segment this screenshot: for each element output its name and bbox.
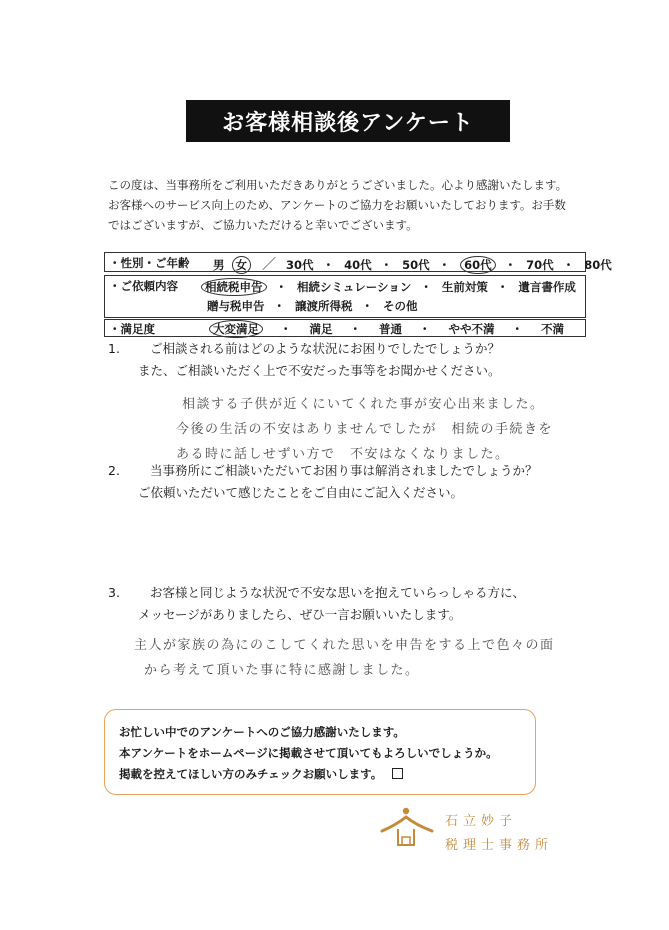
answer-line: 主人が家族の為にのこしてくれた思いを申告をする上で色々の面: [134, 638, 555, 653]
office-name: [445, 810, 553, 858]
satisfaction-option-very-satisfied[interactable]: 大変満足: [209, 320, 263, 338]
notice-line: 本アンケートをホームページに掲載させて頂いてもよろしいでしょうか。: [119, 746, 498, 760]
answer-line: ある時に話しせずい方で 不安はなくなりました。: [176, 447, 510, 462]
question-1-number: 1.: [108, 341, 120, 356]
question-2-text: [138, 460, 538, 504]
satisfaction-option-neutral[interactable]: 普通: [379, 322, 403, 336]
office-name-line2: 税理士事務所: [445, 838, 554, 853]
answer-line: 相談する子供が近くにいてくれた事が安心出来ました。: [182, 397, 545, 412]
gender-age-label: ・性別・ご年齢: [109, 256, 190, 270]
satisfaction-option-dissatisfied[interactable]: 不満: [541, 322, 565, 336]
age-option-30s[interactable]: 30代: [286, 258, 314, 272]
publication-notice-box: [104, 709, 536, 795]
intro-line: お客様へのサービス向上のため、アンケートのご協力をお願いいたしております。お手数: [108, 198, 566, 212]
question-line: 当事務所にご相談いただいてお困り事は解消されましたでしょうか？: [150, 463, 538, 478]
request-option-transfer-income-tax[interactable]: 譲渡所得税: [295, 299, 353, 313]
satisfaction-option-somewhat-dissatisfied[interactable]: やや不満: [448, 322, 495, 336]
satisfaction-row: [104, 319, 586, 337]
question-line: メッセージがありましたら、ぜひ一言お願いいたします。: [138, 607, 462, 622]
question-3-number: 3.: [108, 585, 120, 600]
office-logo-icon: [378, 805, 438, 855]
question-line: お客様と同じような状況で不安な思いを抱えていらっしゃる方に、: [150, 585, 526, 600]
gender-option-female[interactable]: 女: [232, 256, 252, 274]
request-option-estate-planning[interactable]: 生前対策: [441, 280, 488, 294]
page-title: お客様相談後アンケート: [186, 100, 510, 142]
question-3-text: [138, 582, 526, 626]
question-1-answer[interactable]: [176, 392, 554, 467]
intro-line: この度は、当事務所をご利用いただきありがとうございました。心より感謝いたします。: [108, 178, 568, 192]
age-option-50s[interactable]: 50代: [402, 258, 430, 272]
question-line: また、ご相談いただく上で不安だった事等をお聞かせください。: [138, 363, 501, 378]
question-1-text: [138, 338, 501, 382]
intro-text: [108, 175, 608, 235]
satisfaction-options: 大変満足 ・ 満足 ・ 普通 ・ やや不満 ・ 不満: [209, 320, 567, 338]
request-option-other[interactable]: その他: [383, 299, 418, 313]
opt-out-checkbox[interactable]: [392, 768, 403, 779]
age-option-70s[interactable]: 70代: [526, 258, 554, 272]
gender-option-male[interactable]: 男: [213, 258, 225, 272]
age-option-40s[interactable]: 40代: [344, 258, 372, 272]
request-options-line1: 相続税申告 ・ 相続シミュレーション ・ 生前対策 ・ 遺言書作成: [201, 278, 579, 296]
satisfaction-option-satisfied[interactable]: 満足: [309, 322, 333, 336]
age-option-80s[interactable]: 80代: [584, 258, 612, 272]
question-2-number: 2.: [108, 463, 120, 478]
notice-line: お忙しい中でのアンケートへのご協力感謝いたします。: [119, 725, 405, 739]
request-options-line2: 贈与税申告 ・ 譲渡所得税 ・ その他: [207, 299, 418, 313]
request-label: ・ご依頼内容: [109, 279, 178, 293]
request-row: [104, 275, 586, 318]
age-option-60s[interactable]: 60代: [460, 256, 496, 274]
question-2-answer-area[interactable]: [140, 510, 580, 580]
question-line: ご依頼いただいて感じたことをご自由にご記入ください。: [138, 485, 464, 500]
gender-age-options: 男 女 ／ 30代 ・ 40代 ・ 50代 ・ 60代 ・ 70代 ・ 80代: [213, 254, 615, 274]
request-option-inheritance-simulation[interactable]: 相続シミュレーション: [297, 280, 412, 294]
answer-line: 今後の生活の不安はありませんでしたが 相続の手続きを: [176, 422, 554, 437]
question-3-answer[interactable]: [134, 633, 555, 683]
request-option-will-drafting[interactable]: 遺言書作成: [518, 280, 576, 294]
answer-line: から考えて頂いた事に特に感謝しました。: [144, 663, 420, 678]
request-option-inheritance-tax[interactable]: 相続税申告: [201, 278, 267, 296]
notice-line: 掲載を控えてほしい方のみチェックお願いします。: [119, 767, 383, 781]
intro-line: ではございますが、ご協力いただけると幸いでございます。: [108, 218, 418, 232]
gender-age-row: [104, 252, 612, 273]
notice-line-with-checkbox: [119, 764, 535, 785]
slash-divider: ／: [262, 257, 277, 273]
question-line: ご相談される前はどのような状況にお困りでしたでしょうか？: [150, 341, 501, 356]
request-option-gift-tax[interactable]: 贈与税申告: [207, 299, 265, 313]
satisfaction-label: ・満足度: [109, 322, 155, 336]
office-name-line1: 石立妙子: [445, 814, 518, 829]
